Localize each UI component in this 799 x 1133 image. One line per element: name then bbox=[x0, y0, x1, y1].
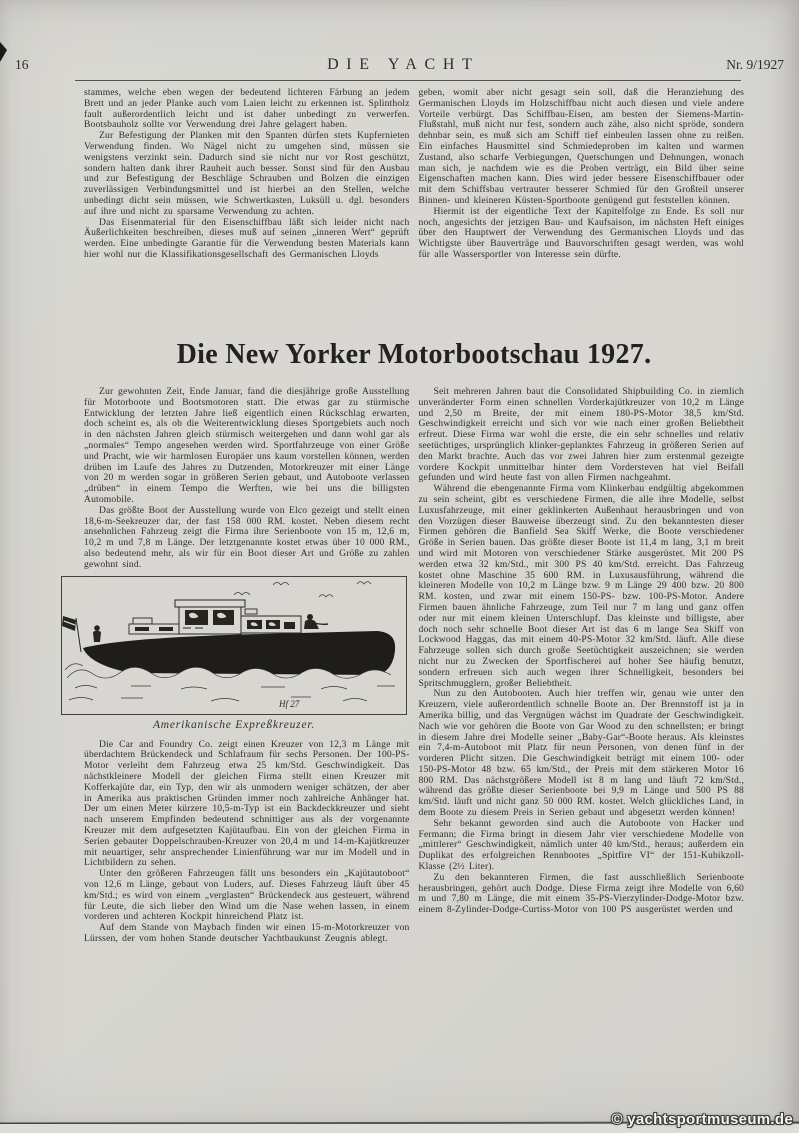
figure-caption: Amerikanische Expreßkreuzer. bbox=[152, 718, 316, 731]
paragraph: Hiermit ist der eigentliche Text der Kapitelfolge zu Ende. Es soll nur noch, angesichts der jetzigen Bau- und Kaufsaison, im nächsten Heft einiges über den Hauptwert der Verwendung des Germanischen Lloyds und das Wichtigste über Bauverträge und Bauvorschriften gesagt werden, was wohl für alle Wassersportler von Interesse sein dürfte. bbox=[418, 205, 744, 260]
paragraph: Die Car and Foundry Co. zeigt einen Kreuzer von 12,3 m Länge mit überdachtem Brückendeck und Schlafraum für sechs Personen. Der 100-PS-Motor verleiht dem Fahrzeug etwa 25 km/Std. Geschwindigkeit. Das nächstkleinere Modell der gleichen Firma stellt einen Kreuzer mit Kofferkajüte dar, ein Typ, den wir als unmodern weniger schätzen, der aber in Amerika aus praktischen Gründen immer noch zahlreiche Anhänger hat. Der um einen Meter kürzere 10,5-m-Typ ist ein Backdeckkreuzer und sieht nach unserem Empfinden bedeutend schnittiger aus als der vorgenannte Kreuzer mit dem aufgesetzten Kajütaufbau. Ein von der gleichen Firma in Serien gebauter Doppelschrauben-Kreuzer von 20,4 m und 14-m-Kajütkreuzer mit neuartiger, sehr ansprechender Linienführung war nur im Modell und in Lichtbildern zu sehen. bbox=[84, 738, 410, 869]
top-article-left-column bbox=[84, 88, 410, 261]
aft-cabin bbox=[241, 609, 301, 633]
paragraph: stammes, welche eben wegen der bedeutend lichteren Färbung an jedem Brett und an jeder Planke auch vom Laien leicht zu erkennen ist. Splintholz fault außerordentlich leicht und ist daher unbedingt zu verwerfen. Bootsbauholz sollte vor Verwendung drei Jahre gelagert haben. bbox=[84, 87, 410, 131]
paragraph: Nun zu den Autobooten. Auch hier treffen wir, genau wie unter den Kreuzern, viele außerordentlich schnelle Boote an. Der Brennstoff ist ja in Amerika billig, und das Vergnügen wächst im Quadrate der Geschwindigkeit. Nach wie vor gehören die Boote von Gar Wood zu den schnellsten; er bringt in diesem Jahre drei Modelle seiner „Baby-Gar“-Boote heraus. Als kleinstes ein 7,4-m-Autoboot mit Platz für neun Personen, von denen fünf in der vorderen Plicht sitzen. Die Geschwindigkeit beträgt mit einem 100- oder 150-PS-Motor 48 bzw. 65 km/Std., der Preis mit dem stärkeren Motor 16 800 RM. Das nächstgrößere Modell ist 8 m lang und läuft 72 km/Std., während das größte dieser Serienboote bei 9,9 m Länge und 500 PS 88 km/Std. läuft und nicht ganz 50 000 RM. kostet. Welch glückliches Land, in dem Boote zu diesem Preis in Serien gebaut und abgesetzt werden können! bbox=[418, 688, 744, 819]
illustrator-signature: Hf 27 bbox=[279, 698, 300, 709]
paragraph: Seit mehreren Jahren baut die Consolidated Shipbuilding Co. in ziemlich unveränderter Form einen schnellen Vorderkajütkreuzer von 10,2 m Länge und 2,50 m Breite, der mit einem 180-PS-Motor 38,5 km/Std. Geschwindigkeit erreicht und sich vor wie nach einer großen Beliebtheit erfreut. Diese Firma war wohl die erste, die ein sehr schnelles und relativ seetüchtiges, ursprünglich klinker-geplanktes Fahrzeug in größeren Serien auf den Markt brachte. Auch das vor zwei Jahren hier zum erstenmal gezeigte vordere Kockpit unmittelbar hinter dem Vordersteven hat viel Beifall gefunden und wird heute fast von allen Firmen nachgeahmt. bbox=[418, 386, 744, 484]
stern-figure bbox=[304, 614, 328, 629]
paragraph: Während die ebengenannte Firma vom Klinkerbau endgültig abgekommen zu sein scheint, gibt es verschiedene Firmen, die alle ihre Modelle, selbst Luxusfahrzeuge, mit einer geklinkerten Außenhaut herausbringen und von den Vorzügen dieser Bauweise überzeugt sind. Zu den bekanntesten dieser Firmen gehören die Banfield Sea Skiff Werke, die Boote verschiedener Größe in Serien bauen. Das größte dieser Boote ist 11,4 m lang, 3,1 m breit und wird mit Motoren von verschiedener Stärke ausgerüstet. Mit 200 PS werden etwa 32 km/Std., mit 300 PS 40 km/Std. erreicht. Das Fahrzeug kostet ohne Maschine 35 600 RM. in Luxusausführung, während die kleineren Modelle von 10,2 m Länge bzw. 9 m Länge 29 400 bzw. 20 800 RM. kosten, und zwar mit einem 150-PS- bzw. 100-PS-Motor. Andere Firmen bauen ähnliche Fahrzeuge, zum Teil nur 7 m lang und ganz offen oder nur mit einem kleinen Unterschlupf. Das kleinste und billigste, aber doch noch sehr schnelle Boot dieser Art ist das 6 m lange Sea Skiff von Lockwood Haggas, das mit einem 40-PS-Motor 32 km/Std. läuft. Alle diese Fahrzeuge sollen sich durch große Seetüchtigkeit auszeichnen; sie werden nicht nur zu Zwecken der Sportfischerei auf hoher See häufig benutzt, sondern erfreuen sich auch wegen ihrer Schnelligkeit, besonders bei Spritschmugglern, großer Beliebtheit. bbox=[418, 483, 744, 689]
paragraph: Auf dem Stande von Maybach finden wir einen 15-m-Motorkreuzer von Lürssen, der vom hohen Stande deutscher Yachtbaukunst Zeugnis ablegt. bbox=[84, 922, 410, 944]
paragraph: Unter den größeren Fahrzeugen fällt uns besonders ein „Kajütautoboot“ von 12,6 m Länge, gebaut von Luders, auf. Dieses Fahrzeug läuft über 45 km/Std.; es wird von einem „verglasten“ Brückendeck aus gesteuert, während für Leute, die sich lieber den Wind um die Nase wehen lassen, in einem vorderen und achteren Kockpit hinreichend Platz ist. bbox=[84, 868, 410, 923]
article-left-column bbox=[84, 387, 410, 945]
boat-illustration-figure bbox=[61, 576, 407, 731]
journal-title: DIE YACHT bbox=[327, 56, 480, 73]
article-headline: Die New Yorker Motorbootschau 1927. bbox=[176, 339, 652, 370]
paragraph: Das größte Boot der Ausstellung wurde von Elco gezeigt und stellt einen 18,6-m-Seekreuzer dar, der fast 158 000 RM. kostet. Neben diesem recht ansehnlichen Fahrzeug zeigt die Firma ihre Serienboote von 15 m, 12,6 m, 10,2 m und 7,8 m Länge. Der letztgenannte kostet etwas über 10 000 RM., also bedeutend mehr, als wir für ein Boot dieser Art und Größe zu zahlen gewohnt sind. bbox=[84, 504, 410, 570]
paragraph: Sehr bekannt geworden sind auch die Autoboote von Hacker und Fermann; die Firma bringt in diesem Jahr vier verschiedene Modelle von „mittlerer“ Geschwindigkeit, nämlich unter 40 km/Std., heraus; außerdem ein Duplikat des erfolgreichen Rennbootes „Spitfire VI“ der 151-Kubikzoll-Klasse (2½ Liter). bbox=[418, 817, 744, 873]
paragraph: geben, womit aber nicht gesagt sein soll, daß die Heranziehung des Germanischen Lloyds im Holzschiffbau nicht auch diesen und viele andere Vorteile verbürgt. Das Schiffbau-Eisen, am besten der Siemens-Martin-Flußstahl, muß nicht nur fest, sondern auch zähe, also nicht spröde, sondern dehnbar sein, es muß sich am Schiff tief einbeulen lassen ohne zu reißen. Ein einfaches Hausmittel sind Schmiedeproben im kalten und warmen Zustand, also scharfe Verbiegungen, Quetschungen und Dehnungen, wonach man sich, je nachdem wie es die Proben verträgt, ein Bild über seine Eigenschaften machen kann. Dies wird jeder bessere Eisenschiffbauer oder mit dem Schiffsbau vertrauter besserer Schmied für den Großteil unserer Binnen- und kleineren Küsten-Sportboote genügend gut feststellen können. bbox=[418, 87, 744, 206]
issue-number: Nr. 9/1927 bbox=[726, 57, 784, 72]
paragraph: Zur Befestigung der Planken mit den Spanten dürfen stets Kupfernieten Verwendung finden. Wo Nägel nicht zu umgehen sind, müssen sie wenigstens verzinkt sein. Dadurch sind sie nicht nur vor Rost geschützt, sondern halten dank ihrer Rauheit auch besser. Sonst sind für den Ausbau und zur Befestigung der Beschläge Schrauben und Bolzen die einzigen zuverlässigen Verbindungsmittel und ist hierbei an den Stellen, welche unbedingt dicht sein müssen, wie Schwertkasten, Luksüll u. dgl. besonders auf ihre und nicht zu sparsame Verwendung zu achten. bbox=[84, 130, 410, 217]
top-article bbox=[84, 88, 744, 261]
watermark: © yachtsportmuseum.de bbox=[611, 1111, 793, 1128]
pilot-house bbox=[175, 600, 245, 634]
fore-deck-fittings bbox=[129, 618, 181, 634]
paragraph: Das Eisenmaterial für den Eisenschiffbau läßt sich leider nicht nach Äußerlichkeiten beschreiben, dieses muß auf seinen „inneren Wert“ geprüft werden. Eine unbedingte Garantie für die Verwendung besten Materials kann hier wohl nur die Klassifikationsgesellschaft des Germanischen Lloyds bbox=[84, 216, 410, 260]
article-right-column bbox=[419, 387, 745, 945]
paragraph: Zu den bekannteren Firmen, die fast ausschließlich Serienboote herausbringen, gehört auch Dodge. Diese Firma zeigt ihre Modelle von 6,60 m und 7,80 m Länge, die mit einem 35-PS-Vierzylinder-Dodge-Motor bzw. einem 8-Zylinder-Dodge-Curtiss-Motor von 100 PS ausgerüstet werden und bbox=[418, 871, 744, 916]
page-number: 16 bbox=[15, 57, 29, 72]
birds-icon bbox=[234, 581, 371, 596]
boat-illustration bbox=[61, 576, 407, 715]
top-article-right-column bbox=[419, 88, 745, 261]
paragraph: Zur gewohnten Zeit, Ende Januar, fand die diesjährige große Ausstellung für Motorboote und Bootsmotoren statt. Die etwas gar zu stürmische Entwicklung der letzten Jahre ließ eigentlich einen Rückschlag erwarten, doch scheint es, als ob die Weiterentwicklung dieses Sportgebiets auch noch in den nächsten Jahren gleich stürmisch weitergehen und dann wohl gar als „normales“ Tempo angesehen werden wird. Sportfahrzeuge von einer Größe und Pracht, wie wir harmlosen Europäer uns kaum vorstellen können, werden drüben im Laufe des Jahres zu Dutzenden, Motorkreuzer mit einer Länge von 20 m werden sogar in größeren Serien gebaut, und Autoboote verlassen „drüben“ in einem Tempo die Werften, wie bei uns die billigsten Automobile. bbox=[84, 386, 410, 505]
bow-figure bbox=[93, 625, 101, 642]
header-rule bbox=[75, 80, 741, 81]
bow-flag-icon bbox=[62, 616, 81, 652]
main-article bbox=[84, 387, 744, 945]
